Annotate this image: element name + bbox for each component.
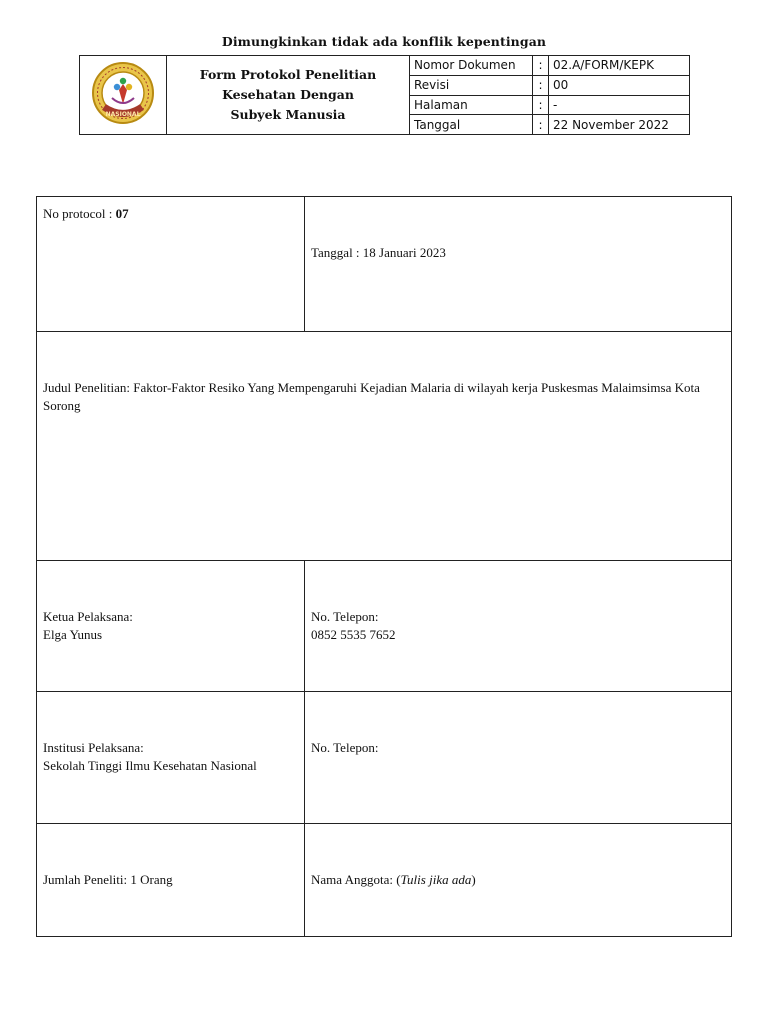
telepon-institusi-field (311, 692, 725, 757)
institusi-cell (37, 692, 305, 824)
telepon-institusi-cell (305, 692, 732, 824)
logo-text: NASIONAL (105, 111, 141, 118)
logo-cell (80, 56, 167, 135)
telepon-ketua-label: No. Telepon: (311, 609, 379, 624)
anggota-field (311, 824, 725, 889)
meta-value-revisi: 00 (549, 75, 690, 95)
meta-value-halaman: - (549, 95, 690, 115)
ketua-cell (37, 561, 305, 692)
tanggal-field: Tanggal : 18 Januari 2023 (311, 245, 446, 260)
meta-value-tanggal: 22 November 2022 (549, 115, 690, 135)
tanggal-cell (305, 197, 732, 332)
institusi-value: Sekolah Tinggi Ilmu Kesehatan Nasional (43, 758, 257, 773)
judul-label: Judul Penelitian: (43, 380, 134, 395)
meta-label-nomor-dokumen: Nomor Dokumen (410, 56, 533, 76)
form-title-line-3: Subyek Manusia (230, 107, 346, 122)
meta-label-halaman: Halaman (410, 95, 533, 115)
ketua-label: Ketua Pelaksana: (43, 609, 133, 624)
telepon-ketua-cell (305, 561, 732, 692)
institusi-field (43, 692, 298, 775)
institution-logo (90, 60, 156, 126)
judul-field (43, 332, 725, 415)
judul-cell (37, 332, 732, 561)
no-protocol-field (43, 197, 298, 223)
meta-colon: : (533, 115, 549, 135)
form-title-cell (167, 56, 410, 135)
meta-label-revisi: Revisi (410, 75, 533, 95)
document-heading: Dimungkinkan tidak ada konflik kepentingan (221, 34, 547, 49)
anggota-cell (305, 824, 732, 937)
judul-value: Faktor-Faktor Resiko Yang Mempengaruhi Kejadian Malaria di wilayah kerja Puskesmas Malaimsimsa Kota Sorong (43, 380, 700, 413)
ketua-value: Elga Yunus (43, 627, 103, 642)
no-protocol-label: No protocol : (43, 206, 116, 221)
meta-colon: : (533, 95, 549, 115)
telepon-ketua-field (311, 561, 725, 644)
ketua-field (43, 561, 298, 644)
meta-value-nomor-dokumen: 02.A/FORM/KEPK (549, 56, 690, 76)
protocol-form-table (36, 196, 732, 937)
no-protocol-value: 07 (115, 206, 129, 221)
anggota-hint: Tulis jika ada (400, 872, 472, 887)
telepon-ketua-value: 0852 5535 7652 (311, 627, 396, 642)
form-title-line-2: Kesehatan Dengan (222, 87, 354, 102)
meta-colon: : (533, 56, 549, 76)
meta-label-tanggal: Tanggal (410, 115, 533, 135)
jumlah-field: Jumlah Peneliti: 1 Orang (43, 872, 173, 887)
jumlah-cell (37, 824, 305, 937)
meta-colon: : (533, 75, 549, 95)
no-protocol-cell (37, 197, 305, 332)
anggota-close: ) (471, 872, 476, 887)
anggota-label: Nama Anggota: ( (311, 872, 401, 887)
form-header-table (79, 55, 690, 135)
telepon-institusi-label: No. Telepon: (311, 740, 379, 755)
institusi-label: Institusi Pelaksana: (43, 740, 144, 755)
form-title-line-1: Form Protokol Penelitian (199, 67, 377, 82)
